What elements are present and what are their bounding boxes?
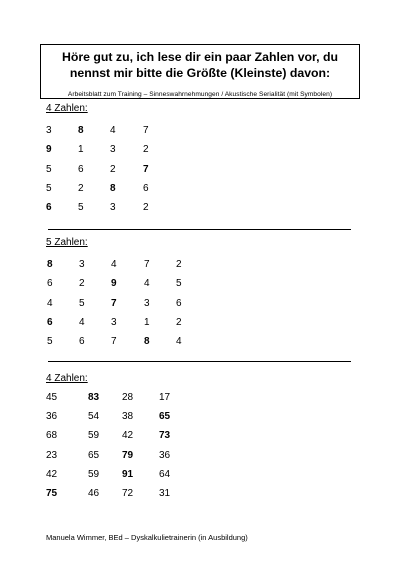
number-largest: 75 [46, 488, 58, 499]
section-divider [48, 361, 351, 362]
number-row [0, 316, 400, 330]
number: 3 [46, 125, 52, 136]
number-largest: 6 [47, 316, 53, 328]
number: 72 [122, 488, 134, 499]
number-largest: 8 [47, 259, 53, 270]
number: 4 [47, 297, 53, 309]
section-divider [48, 229, 351, 230]
number: 2 [79, 278, 85, 290]
number: 3 [144, 297, 150, 309]
number: 59 [88, 430, 100, 442]
number-row [0, 163, 400, 177]
number: 64 [159, 468, 171, 480]
number: 2 [78, 182, 84, 194]
number-row [0, 143, 400, 157]
number: 6 [176, 297, 182, 309]
number: 6 [47, 278, 53, 290]
number: 23 [46, 449, 58, 461]
number-row [0, 182, 400, 196]
number: 2 [143, 144, 149, 156]
number-largest: 7 [143, 163, 149, 175]
number-row [0, 277, 400, 291]
number: 65 [88, 449, 100, 461]
number-row [0, 391, 400, 405]
number: 2 [176, 316, 182, 328]
number: 5 [47, 336, 53, 348]
number: 2 [143, 202, 149, 214]
section-label: 4 Zahlen: [46, 103, 88, 114]
number: 42 [46, 468, 58, 480]
number-largest: 83 [88, 392, 100, 403]
section-label: 5 Zahlen: [46, 237, 88, 248]
number-largest: 6 [46, 202, 52, 214]
number: 6 [78, 163, 84, 175]
number: 54 [88, 411, 100, 423]
number: 3 [79, 259, 85, 270]
number: 3 [110, 144, 116, 156]
number: 68 [46, 430, 58, 442]
number: 4 [144, 278, 150, 290]
footer-author: Manuela Wimmer, BEd – Dyskalkulietrainerin (in Ausbildung) [46, 533, 248, 542]
number: 38 [122, 411, 134, 423]
number-row [0, 468, 400, 482]
number-row [0, 449, 400, 463]
number: 4 [176, 336, 182, 348]
number-largest: 8 [78, 125, 84, 136]
title-line-2: nennst mir bitte die Größte (Kleinste) davon: [69, 66, 331, 80]
number-row [0, 297, 400, 311]
number-largest: 7 [111, 297, 117, 309]
number: 6 [79, 336, 85, 348]
number: 1 [144, 316, 150, 328]
number: 7 [143, 125, 149, 136]
number: 4 [79, 316, 85, 328]
number-largest: 8 [110, 182, 116, 194]
number-row [0, 201, 400, 215]
number: 5 [78, 202, 84, 214]
number: 7 [144, 259, 150, 270]
number: 45 [46, 392, 58, 403]
number-row [0, 429, 400, 443]
number: 5 [79, 297, 85, 309]
number: 4 [111, 259, 117, 270]
number: 36 [159, 449, 171, 461]
number-largest: 91 [122, 468, 134, 480]
worksheet-header-box [40, 44, 360, 99]
number: 1 [78, 144, 84, 156]
number-row [0, 124, 400, 138]
number-row [0, 410, 400, 424]
number-largest: 8 [144, 336, 150, 348]
number: 17 [159, 392, 171, 403]
number: 6 [143, 182, 149, 194]
number: 46 [88, 488, 100, 499]
number-largest: 79 [122, 449, 134, 461]
number: 2 [110, 163, 116, 175]
title-line-1: Höre gut zu, ich lese dir ein paar Zahlen vor, du [61, 50, 339, 64]
number: 5 [176, 278, 182, 290]
number: 3 [111, 316, 117, 328]
number-row [0, 487, 400, 501]
number-largest: 73 [159, 430, 171, 442]
number-largest: 9 [46, 144, 52, 156]
number: 7 [111, 336, 117, 348]
number: 5 [46, 163, 52, 175]
number-largest: 9 [111, 278, 117, 290]
number: 36 [46, 411, 58, 423]
number: 31 [159, 488, 171, 499]
worksheet-subtitle: Arbeitsblatt zum Training – Sinneswahrnehmungen / Akustische Serialität (mit Symbolen) [67, 91, 333, 98]
number: 3 [110, 202, 116, 214]
number-row [0, 335, 400, 349]
number-largest: 65 [159, 411, 171, 423]
number: 2 [176, 259, 182, 270]
number: 28 [122, 392, 134, 403]
number: 5 [46, 182, 52, 194]
number: 42 [122, 430, 134, 442]
number-row [0, 258, 400, 272]
section-label: 4 Zahlen: [46, 373, 88, 384]
number: 4 [110, 125, 116, 136]
number: 59 [88, 468, 100, 480]
worksheet-title [41, 49, 359, 81]
